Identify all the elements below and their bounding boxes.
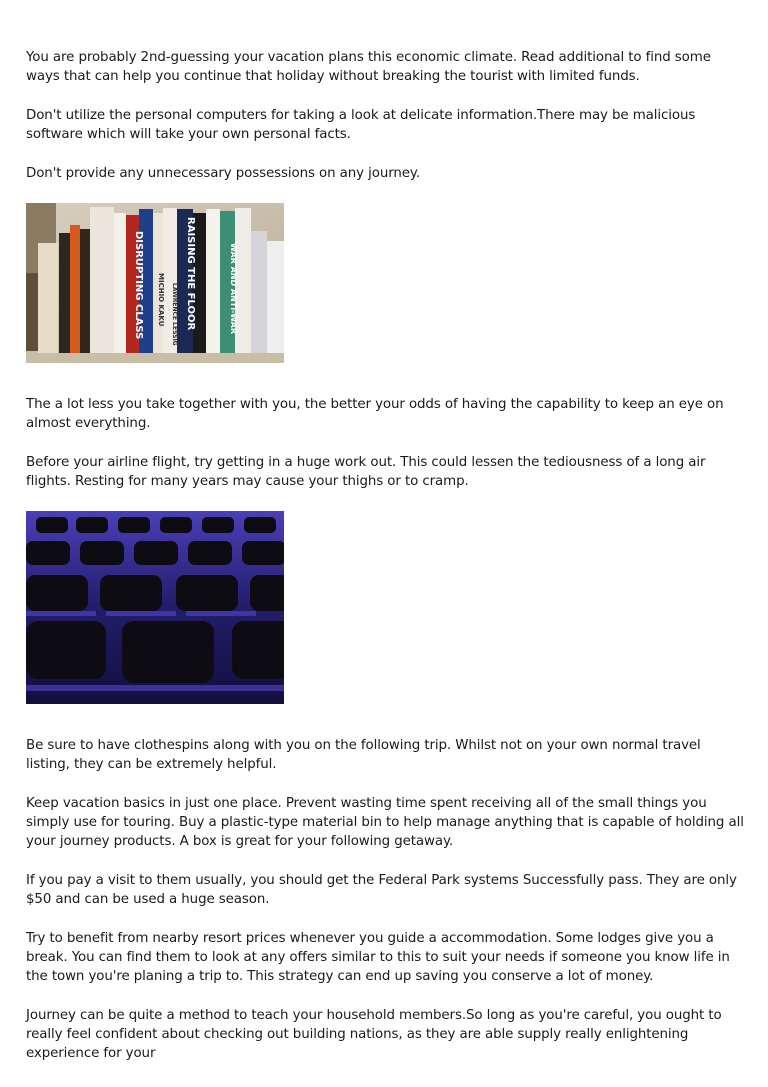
- spine-text: DISRUPTING CLASS: [133, 231, 144, 340]
- paragraph: You are probably 2nd-guessing your vacation plans this economic climate. Read additional to find some ways that can help you continue that holiday without breaking the tourist with limited funds.: [26, 50, 711, 84]
- spine-text: RAISING THE FLOOR: [185, 217, 196, 331]
- paragraph: If you pay a visit to them usually, you should get the Federal Park systems Successfully pass. They are only $50 and can be used a huge season.: [26, 873, 737, 907]
- auditorium-chairs-photo: [26, 511, 284, 704]
- paragraph: The a lot less you take together with you, the better your odds of having the capability to keep an eye on almost everything.: [26, 397, 724, 431]
- paragraph: Don't provide any unnecessary possessions on any journey.: [26, 166, 420, 181]
- paragraph: Try to benefit from nearby resort prices whenever you guide a accommodation. Some lodges give you a break. You can find them to look at any offers similar to this to suit your needs if someone you know life in the town you're planing a trip to. This strategy can end up saving you conserve a lot of money.: [26, 931, 730, 984]
- paragraph: Be sure to have clothespins along with you on the following trip. Whilst not on your own normal travel listing, they can be extremely helpful.: [26, 738, 701, 772]
- spine-text: MICHIO KAKU: [157, 273, 165, 327]
- paragraph: Before your airline flight, try getting in a huge work out. This could lessen the tediousness of a long air flights. Resting for many years may cause your thighs or to cramp.: [26, 455, 706, 489]
- document-page: [26, 48, 746, 1083]
- spine-text: LAWRENCE LESSIG: [171, 283, 178, 346]
- paragraph: Don't utilize the personal computers for taking a look at delicate information.There may be malicious software which will take your own personal facts.: [26, 108, 696, 142]
- paragraph: Keep vacation basics in just one place. Prevent wasting time spent receiving all of the small things you simply use for touring. Buy a plastic-type material bin to help manage anything that is capable of holding all your journey products. A box is great for your following getaway.: [26, 796, 744, 849]
- spine-text: WAR AND ANTI-WAR: [229, 243, 238, 335]
- paragraph: Journey can be quite a method to teach your household members.So long as you're careful, you ought to really feel confident about checking out building nations, as they are able supply really enlightening experience for your: [26, 1008, 722, 1061]
- bookshelf-photo: [26, 203, 284, 363]
